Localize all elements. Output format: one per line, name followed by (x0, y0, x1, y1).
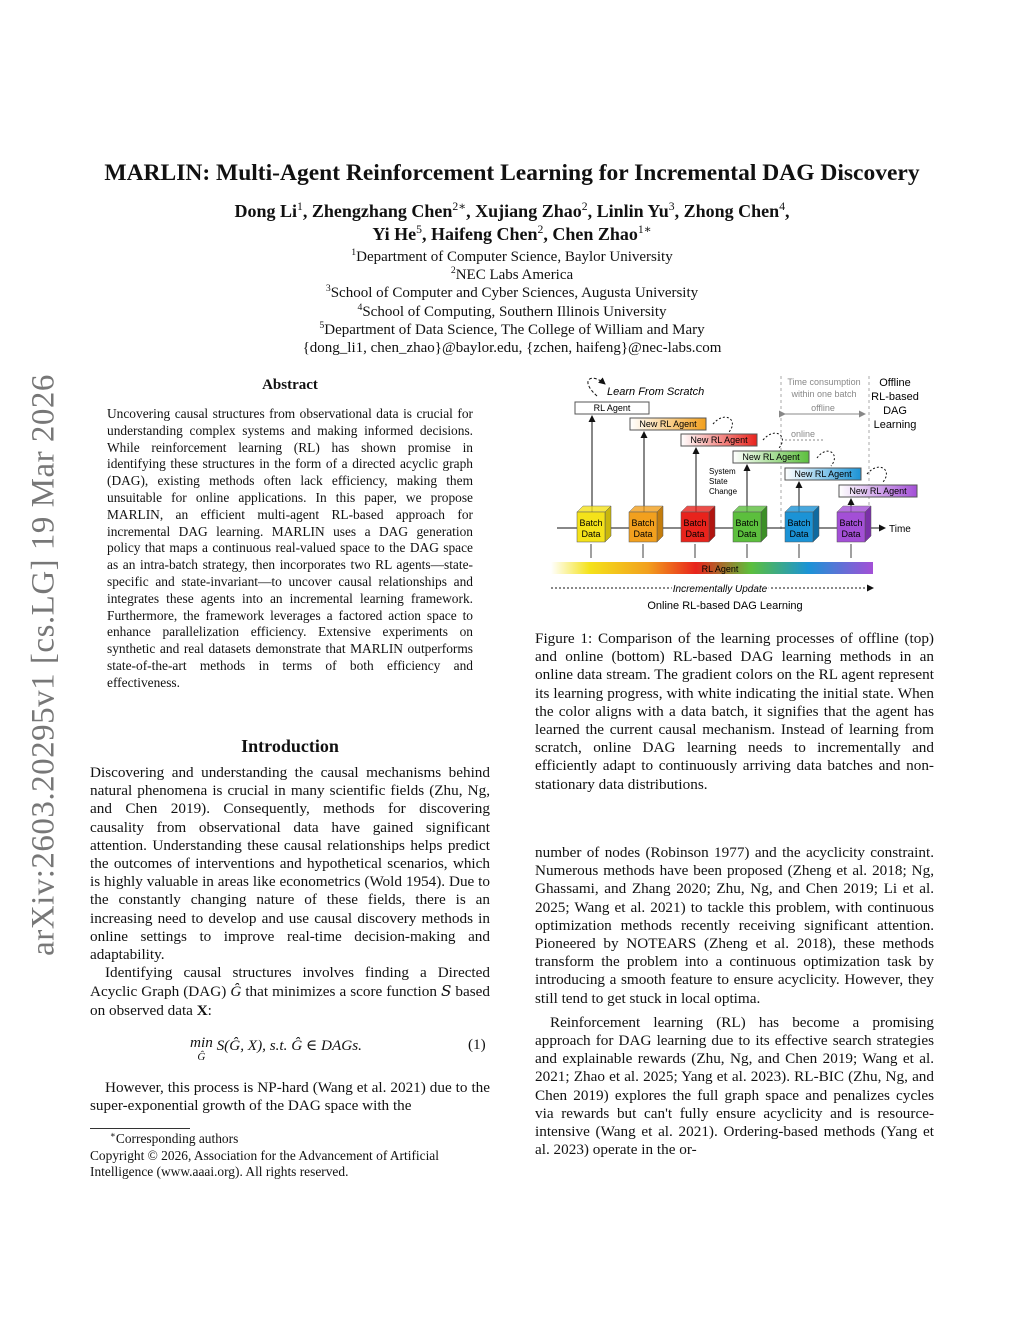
agent-label: New RL Agent (849, 486, 907, 496)
svg-text:Data: Data (581, 529, 601, 539)
author-line-2: Yi He$^5$, Haifeng Chen$^2$, Chen Zhao$^{1∗}$ (372, 223, 652, 244)
arxiv-id: arXiv:2603.20295v1 [cs.LG] 19 Mar 2026 (25, 374, 62, 956)
equation-1: min Ĝ S(Ĝ, X), s.t. Ĝ ∈ DAGs. (190, 1034, 362, 1063)
footnote: ∗Corresponding authors Copyright © 2026, Association for the Advancement of Artificial Intelligence (www.aaai.org). All rights reserved. (90, 1131, 490, 1181)
author-name: Chen Zhao (552, 224, 638, 244)
agent-label: New RL Agent (742, 452, 800, 462)
svg-text:Data: Data (789, 529, 809, 539)
online-span-label: online (790, 429, 816, 439)
intro-paragraph-2: Identifying causal structures involves finding a Directed Acyclic Graph (DAG) Ĝ that minimizes a score function S based on observed data X: (90, 964, 490, 1019)
system-state-label: Change (709, 487, 738, 496)
agent-label: New RL Agent (639, 419, 697, 429)
svg-text:Batch: Batch (787, 518, 811, 528)
time-consumption-label: within one batch (791, 389, 857, 399)
arxiv-side-stamp (0, 0, 80, 1325)
learn-from-scratch-label: Learn From Scratch (607, 386, 705, 398)
batch-data-cube-5 (785, 506, 819, 542)
author-name: Xujiang Zhao (475, 201, 582, 221)
intro-body (90, 764, 490, 1020)
affiliation: $^3$School of Computer and Cyber Sciences, Augusta University (325, 283, 699, 302)
offline-label: Offline (879, 377, 911, 389)
svg-text:Batch: Batch (735, 518, 759, 528)
svg-text:Data: Data (841, 529, 861, 539)
affiliation: $^5$Department of Data Science, The College of William and Mary (319, 319, 705, 338)
offline-label: Learning (873, 419, 917, 431)
introduction-heading: Introduction (241, 736, 339, 756)
offline-label: RL-based (871, 391, 919, 403)
loop-arrow (867, 467, 886, 482)
affiliation: $^2$NEC Labs America (450, 265, 574, 284)
time-consumption-label: Time consumption (787, 377, 861, 387)
agent-label: RL Agent (701, 564, 739, 574)
loop-arrow (763, 433, 782, 448)
agent-label: RL Agent (593, 403, 631, 413)
figure-1-caption: Figure 1: Comparison of the learning processes of offline (top) and online (bottom) RL-based DAG learning methods in an online data stream. The gradient colors on the RL agent represent its learning progress, with white indicating the initial state. When the color aligns with a data batch, it signifies that the agent has learned the current causal mechanism. Instead of learning from scratch, online DAG learning needs to incrementally and efficiently adapt to continuously arriving data batches and non-stationary data distributions. (535, 630, 934, 793)
svg-text:Batch: Batch (631, 518, 655, 528)
time-label: Time (889, 524, 911, 535)
batch-data-cube-4 (733, 506, 767, 542)
figure-1-diagram (535, 370, 935, 616)
right-paragraph-1: number of nodes (Robinson 1977) and the acyclicity constraint. Numerous methods have been proposed (Zheng et al. 2018; Ng, Ghassami, and Zhang 2020; Zhu, Ng, and Chen 2019; Li et al. 2025; Wang et al. 2021) to tackle this problem, with continuous optimization methods recently receiving significant attention. Pioneered by NOTEARS (Zheng et al. 2018), these methods transform the problem into a continuous optimization task by introducing a smooth feature to ensure acyclicity. However, they still tend to get stuck in local optima. (535, 844, 934, 1007)
author-name: Linlin Yu (596, 201, 669, 221)
svg-text:Batch: Batch (839, 518, 863, 528)
equation-number: (1) (468, 1036, 486, 1053)
batch-data-cube-3 (681, 506, 715, 542)
svg-text:Data: Data (685, 529, 705, 539)
offline-span-label: offline (811, 403, 835, 413)
copyright-notice: Copyright © 2026, Association for the Advancement of Artificial Intelligence (www.aaai.org). All rights reserved. (90, 1147, 439, 1179)
author-name: Dong Li (234, 201, 297, 221)
emails: {dong_li1, chen_zhao}@baylor.edu, {zchen, haifeng}@nec-labs.com (302, 340, 722, 357)
author-name: Yi He (372, 224, 417, 244)
abstract-body: Uncovering causal structures from observational data is crucial for understanding complex systems and making informed decisions. While reinforcement learning (RL) has shown promise in identifying these structures in the form of a directed acyclic graph (DAG), existing methods often lack efficiency, making them unsuitable for online applications. In this paper, we propose MARLIN, an efficient multi-agent RL-based approach for incremental DAG learning. MARLIN uses a DAG generation policy that maps a continuous real-valued space to the DAG space as an intra-batch strategy, then incorporates two RL agents—state-specific and state-invariant—to uncover causal relationships and integrates these agents into an incremental learning framework. Furthermore, the framework leverages a factored action space to enhance parallelization efficiency. Extensive experiments on synthetic and real datasets demonstrate that MARLIN outperforms state-of-the-art methods in terms of both efficiency and effectiveness. (107, 406, 473, 690)
abstract-heading: Abstract (262, 377, 318, 393)
online-label: Online RL-based DAG Learning (647, 600, 803, 612)
batch-data-cube-1 (577, 506, 611, 542)
author-name: Zhengzhang Chen (311, 201, 453, 221)
intro-paragraph-3: However, this process is NP-hard (Wang et al. 2021) due to the super-exponential growth of the DAG space with the (90, 1079, 490, 1115)
system-state-label: System (709, 467, 736, 476)
intro-paragraph-1: Discovering and understanding the causal mechanisms behind natural phenomena is crucial in many scientific fields (Zhu, Ng, and Chen 2019). Consequently, methods for discovering causality from observational data have gained significant attention. Understanding these causal relationships helps predict the outcomes of interventions and hypothetical scenarios, which is highly valuable in areas like econometrics (Wold 1954). Due to the constantly changing nature of these fields, there is an increasing need to develop and use causal discovery methods in online settings to improve real-time decision-making and adaptability. (90, 764, 490, 964)
agent-label: New RL Agent (690, 435, 748, 445)
agent-label: New RL Agent (794, 469, 852, 479)
author-name: Zhong Chen (683, 201, 780, 221)
incremental-label: Incrementally Update (672, 584, 768, 595)
affiliation: $^1$Department of Computer Science, Baylor University (351, 247, 673, 265)
affiliations (80, 248, 944, 357)
footnote-rule (90, 1128, 190, 1129)
svg-text:Batch: Batch (683, 518, 707, 528)
right-column-body (535, 844, 934, 1159)
loop-arrow (588, 378, 605, 396)
author-name: Haifeng Chen (430, 224, 538, 244)
right-paragraph-2: Reinforcement learning (RL) has become a promising approach for DAG learning due to its effective search strategies and explainable rewards (Zhu, Ng, and Chen 2019; Wang et al. 2021; Zhao et al. 2025; Yang et al. 2023). RL-BIC (Zhu, Ng, and Chen 2019) explores the full graph space and penalizes cycles via rewards but can't fully ensure acyclicity and is resource-intensive (Wang et al. 2021). Ordering-based methods (Yang et al. 2023) operate in the or- (535, 1013, 934, 1159)
svg-text:Batch: Batch (579, 518, 603, 528)
loop-arrow (713, 417, 732, 432)
offline-label: DAG (883, 405, 907, 417)
svg-text:Data: Data (633, 529, 653, 539)
system-state-label: State (709, 477, 728, 486)
paper-title: MARLIN: Multi-Agent Reinforcement Learning for Incremental DAG Discovery (104, 160, 920, 186)
batch-data-cube-2 (629, 506, 663, 542)
svg-text:Data: Data (737, 529, 757, 539)
batch-data-cube-6 (837, 506, 871, 542)
loop-arrow (817, 451, 834, 466)
affiliation: $^4$School of Computing, Southern Illinois University (357, 301, 667, 320)
author-line-1: Dong Li$^1$, Zhengzhang Chen$^{2∗}$, Xujiang Zhao$^2$, Linlin Yu$^3$, Zhong Chen$^4$, (234, 200, 790, 221)
